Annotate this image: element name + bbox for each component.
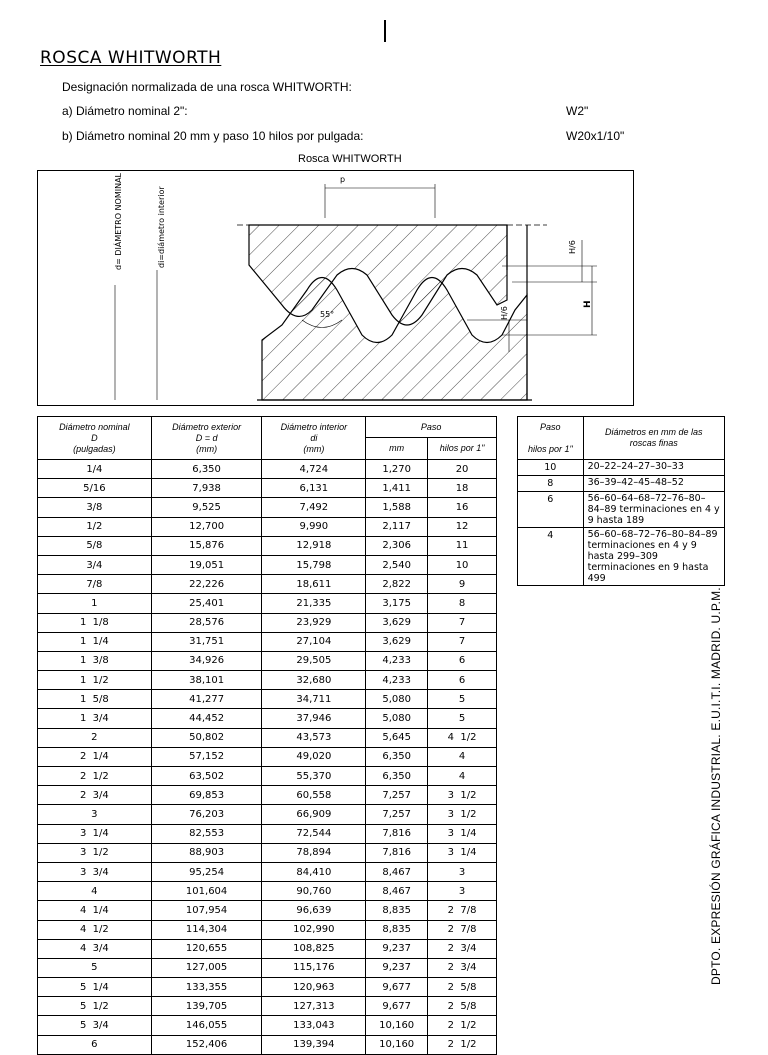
table-cell: 3 1/4 [428, 824, 497, 843]
table-cell: 1 3/8 [38, 651, 152, 670]
table-cell: 32,680 [262, 671, 366, 690]
department-footer: DPTO. EXPRESIÓN GRÁFICA INDUSTRIAL. E.U.I.T.I. MADRID. U.P.M. [709, 587, 723, 985]
table-cell: 101,604 [151, 882, 262, 901]
fine-diameters-cell: 20–22–24–27–30–33 [583, 460, 724, 476]
table-cell: 3 1/2 [428, 786, 497, 805]
table-cell: 1/2 [38, 517, 152, 536]
table-cell: 84,410 [262, 862, 366, 881]
table-cell: 127,313 [262, 997, 366, 1016]
table-cell: 107,954 [151, 901, 262, 920]
table-cell: 2 7/8 [428, 901, 497, 920]
table-row [38, 958, 497, 977]
table-cell: 5,080 [366, 709, 428, 728]
table-cell: 21,335 [262, 594, 366, 613]
table-cell: 133,043 [262, 1016, 366, 1035]
label-h6-top: H/6 [568, 240, 577, 254]
table-cell: 44,452 [151, 709, 262, 728]
table-cell: 69,853 [151, 786, 262, 805]
table-cell: 2 5/8 [428, 978, 497, 997]
table-cell: 7 [428, 632, 497, 651]
table-cell: 4,233 [366, 671, 428, 690]
table-cell: 3 [428, 882, 497, 901]
table-row [38, 709, 497, 728]
table-cell: 2 5/8 [428, 997, 497, 1016]
header-exterior: Diámetro exterior D = d (mm) [151, 417, 262, 460]
table-cell: 2 1/4 [38, 747, 152, 766]
table-cell: 6,350 [366, 747, 428, 766]
top-mark [384, 20, 386, 42]
table-cell: 90,760 [262, 882, 366, 901]
table-cell: 19,051 [151, 555, 262, 574]
table-cell: 1 [38, 594, 152, 613]
table-row [38, 920, 497, 939]
header-paso: Paso [366, 417, 497, 438]
table-row [38, 517, 497, 536]
table-cell: 37,946 [262, 709, 366, 728]
table-cell: 8 [428, 594, 497, 613]
table-cell: 2,822 [366, 575, 428, 594]
table-row [38, 978, 497, 997]
table-cell: 1 1/2 [38, 671, 152, 690]
table-cell: 15,876 [151, 536, 262, 555]
table-row [38, 632, 497, 651]
table-row [38, 843, 497, 862]
table-cell: 133,355 [151, 978, 262, 997]
table-cell: 4 [428, 767, 497, 786]
table-cell: 3,629 [366, 613, 428, 632]
fine-header-paso: Paso hilos por 1" [518, 417, 584, 460]
table-cell: 8,835 [366, 901, 428, 920]
table-cell: 10 [428, 555, 497, 574]
table-cell: 76,203 [151, 805, 262, 824]
table-cell: 82,553 [151, 824, 262, 843]
fine-header-diam: Diámetros en mm de las roscas finas [583, 417, 724, 460]
table-cell: 5,080 [366, 690, 428, 709]
table-cell: 7 [428, 613, 497, 632]
designation-b-value: W20x1/10" [566, 129, 625, 143]
table-cell: 139,705 [151, 997, 262, 1016]
table-cell: 7/8 [38, 575, 152, 594]
table-cell: 108,825 [262, 939, 366, 958]
table-row [38, 690, 497, 709]
table-cell: 146,055 [151, 1016, 262, 1035]
table-cell: 7,816 [366, 824, 428, 843]
table-cell: 3 1/4 [38, 824, 152, 843]
table-cell: 3,629 [366, 632, 428, 651]
fine-diameters-cell: 56–60–68–72–76–80–84–89 terminaciones en 4 y 9 hasta 299–309 terminaciones en 9 hasta 499 [583, 528, 724, 586]
table-cell: 5 [428, 690, 497, 709]
table-row [38, 498, 497, 517]
label-di: di=diámetro interior [157, 186, 166, 268]
table-cell: 57,152 [151, 747, 262, 766]
table-cell: 3 1/2 [38, 843, 152, 862]
table-row [38, 728, 497, 747]
table-row [38, 824, 497, 843]
table-cell: 25,401 [151, 594, 262, 613]
table-row [38, 575, 497, 594]
table-cell: 152,406 [151, 1035, 262, 1054]
table-cell: 1,270 [366, 460, 428, 479]
table-cell: 2 7/8 [428, 920, 497, 939]
table-row [38, 651, 497, 670]
designation-a-value: W2" [566, 104, 589, 118]
table-row [38, 939, 497, 958]
table-cell: 16 [428, 498, 497, 517]
table-cell: 9,237 [366, 939, 428, 958]
fine-hilos-cell: 10 [518, 460, 584, 476]
table-cell: 114,304 [151, 920, 262, 939]
table-cell: 6,350 [366, 767, 428, 786]
table-cell: 96,639 [262, 901, 366, 920]
table-cell: 6,350 [151, 460, 262, 479]
table-cell: 4 1/2 [428, 728, 497, 747]
table-cell: 12,700 [151, 517, 262, 536]
table-cell: 5 1/4 [38, 978, 152, 997]
table-cell: 1 5/8 [38, 690, 152, 709]
table-cell: 3 1/4 [428, 843, 497, 862]
table-cell: 5/8 [38, 536, 152, 555]
fine-table-row [518, 492, 725, 528]
table-row [38, 1035, 497, 1054]
table-cell: 18,611 [262, 575, 366, 594]
table-cell: 7,257 [366, 805, 428, 824]
table-cell: 22,226 [151, 575, 262, 594]
table-cell: 10,160 [366, 1016, 428, 1035]
label-angle: 55° [320, 310, 335, 319]
table-cell: 50,802 [151, 728, 262, 747]
table-cell: 27,104 [262, 632, 366, 651]
table-row [38, 555, 497, 574]
table-row [38, 767, 497, 786]
table-cell: 12,918 [262, 536, 366, 555]
fine-diameters-cell: 56–60–64–68–72–76–80–84–89 terminaciones en 4 y 9 hasta 189 [583, 492, 724, 528]
table-cell: 28,576 [151, 613, 262, 632]
table-cell: 6 [428, 651, 497, 670]
table-cell: 5 3/4 [38, 1016, 152, 1035]
table-cell: 8,467 [366, 882, 428, 901]
table-cell: 10,160 [366, 1035, 428, 1054]
table-cell: 66,909 [262, 805, 366, 824]
table-cell: 2 [38, 728, 152, 747]
table-cell: 120,963 [262, 978, 366, 997]
table-cell: 12 [428, 517, 497, 536]
table-cell: 38,101 [151, 671, 262, 690]
table-cell: 43,573 [262, 728, 366, 747]
fine-table-row [518, 476, 725, 492]
table-cell: 1/4 [38, 460, 152, 479]
label-h6-bottom: H/6 [500, 306, 509, 320]
label-p: p [340, 175, 346, 184]
table-cell: 115,176 [262, 958, 366, 977]
table-cell: 3,175 [366, 594, 428, 613]
fine-threads-table [517, 416, 725, 586]
label-H: H [583, 300, 593, 308]
designation-b-label: b) Diámetro nominal 20 mm y paso 10 hilos por pulgada: [62, 129, 364, 143]
page-title: ROSCA WHITWORTH [40, 48, 222, 68]
fine-diameters-cell: 36–39–42–45–48–52 [583, 476, 724, 492]
table-cell: 60,558 [262, 786, 366, 805]
table-cell: 4 3/4 [38, 939, 152, 958]
designation-a-label: a) Diámetro nominal 2": [62, 104, 188, 118]
table-cell: 7,938 [151, 479, 262, 498]
table-cell: 2 1/2 [428, 1035, 497, 1054]
header-hilos: hilos por 1" [428, 438, 497, 460]
table-cell: 29,505 [262, 651, 366, 670]
table-cell: 63,502 [151, 767, 262, 786]
table-cell: 49,020 [262, 747, 366, 766]
table-cell: 9,237 [366, 958, 428, 977]
table-cell: 2 1/2 [38, 767, 152, 786]
table-cell: 9,525 [151, 498, 262, 517]
figure-caption: Rosca WHITWORTH [298, 153, 402, 165]
table-cell: 7,492 [262, 498, 366, 517]
label-d: d= DIÁMETRO NOMINAL [114, 172, 123, 270]
table-cell: 6,131 [262, 479, 366, 498]
table-row [38, 862, 497, 881]
table-cell: 2 3/4 [428, 939, 497, 958]
table-cell: 31,751 [151, 632, 262, 651]
table-cell: 41,277 [151, 690, 262, 709]
table-row [38, 882, 497, 901]
table-cell: 1 1/8 [38, 613, 152, 632]
table-row [38, 1016, 497, 1035]
fine-hilos-cell: 8 [518, 476, 584, 492]
table-cell: 1 1/4 [38, 632, 152, 651]
fine-table-row [518, 460, 725, 476]
table-cell: 55,370 [262, 767, 366, 786]
header-nominal: Diámetro nominal D (pulgadas) [38, 417, 152, 460]
table-cell: 3 3/4 [38, 862, 152, 881]
table-cell: 9 [428, 575, 497, 594]
table-cell: 4 [38, 882, 152, 901]
table-cell: 15,798 [262, 555, 366, 574]
table-row [38, 901, 497, 920]
table-cell: 9,677 [366, 997, 428, 1016]
table-row [38, 747, 497, 766]
table-cell: 34,711 [262, 690, 366, 709]
table-cell: 8,835 [366, 920, 428, 939]
table-cell: 5/16 [38, 479, 152, 498]
fine-hilos-cell: 4 [518, 528, 584, 586]
table-cell: 139,394 [262, 1035, 366, 1054]
table-cell: 2,540 [366, 555, 428, 574]
table-cell: 5 [428, 709, 497, 728]
table-cell: 120,655 [151, 939, 262, 958]
table-cell: 78,894 [262, 843, 366, 862]
table-row [38, 805, 497, 824]
table-cell: 88,903 [151, 843, 262, 862]
table-cell: 8,467 [366, 862, 428, 881]
table-row [38, 479, 497, 498]
table-cell: 11 [428, 536, 497, 555]
table-cell: 102,990 [262, 920, 366, 939]
table-cell: 1,588 [366, 498, 428, 517]
table-cell: 6 [38, 1035, 152, 1054]
designation-heading: Designación normalizada de una rosca WHITWORTH: [62, 80, 352, 94]
fine-hilos-cell: 6 [518, 492, 584, 528]
table-cell: 4 [428, 747, 497, 766]
table-cell: 2 1/2 [428, 1016, 497, 1035]
table-cell: 2,117 [366, 517, 428, 536]
table-row [38, 997, 497, 1016]
table-cell: 4 1/4 [38, 901, 152, 920]
table-cell: 2 3/4 [428, 958, 497, 977]
table-cell: 95,254 [151, 862, 262, 881]
table-cell: 3 1/2 [428, 805, 497, 824]
table-cell: 2 3/4 [38, 786, 152, 805]
table-cell: 6 [428, 671, 497, 690]
table-cell: 5 1/2 [38, 997, 152, 1016]
table-row [38, 594, 497, 613]
header-mm: mm [366, 438, 428, 460]
table-cell: 5 [38, 958, 152, 977]
whitworth-main-table [37, 416, 497, 1055]
table-cell: 72,544 [262, 824, 366, 843]
table-cell: 3/4 [38, 555, 152, 574]
table-cell: 3/8 [38, 498, 152, 517]
table-cell: 23,929 [262, 613, 366, 632]
table-row [38, 460, 497, 479]
table-cell: 2,306 [366, 536, 428, 555]
table-cell: 9,990 [262, 517, 366, 536]
thread-profile-figure [37, 170, 634, 406]
table-cell: 4,233 [366, 651, 428, 670]
table-cell: 127,005 [151, 958, 262, 977]
table-cell: 4,724 [262, 460, 366, 479]
table-cell: 3 [38, 805, 152, 824]
table-row [38, 613, 497, 632]
header-interior: Diámetro interior di (mm) [262, 417, 366, 460]
table-cell: 1,411 [366, 479, 428, 498]
table-cell: 4 1/2 [38, 920, 152, 939]
table-cell: 9,677 [366, 978, 428, 997]
table-row [38, 671, 497, 690]
table-row [38, 786, 497, 805]
fine-table-row [518, 528, 725, 586]
table-cell: 7,816 [366, 843, 428, 862]
table-cell: 3 [428, 862, 497, 881]
table-cell: 1 3/4 [38, 709, 152, 728]
table-cell: 7,257 [366, 786, 428, 805]
table-cell: 34,926 [151, 651, 262, 670]
table-row [38, 536, 497, 555]
table-cell: 18 [428, 479, 497, 498]
table-cell: 20 [428, 460, 497, 479]
table-cell: 5,645 [366, 728, 428, 747]
